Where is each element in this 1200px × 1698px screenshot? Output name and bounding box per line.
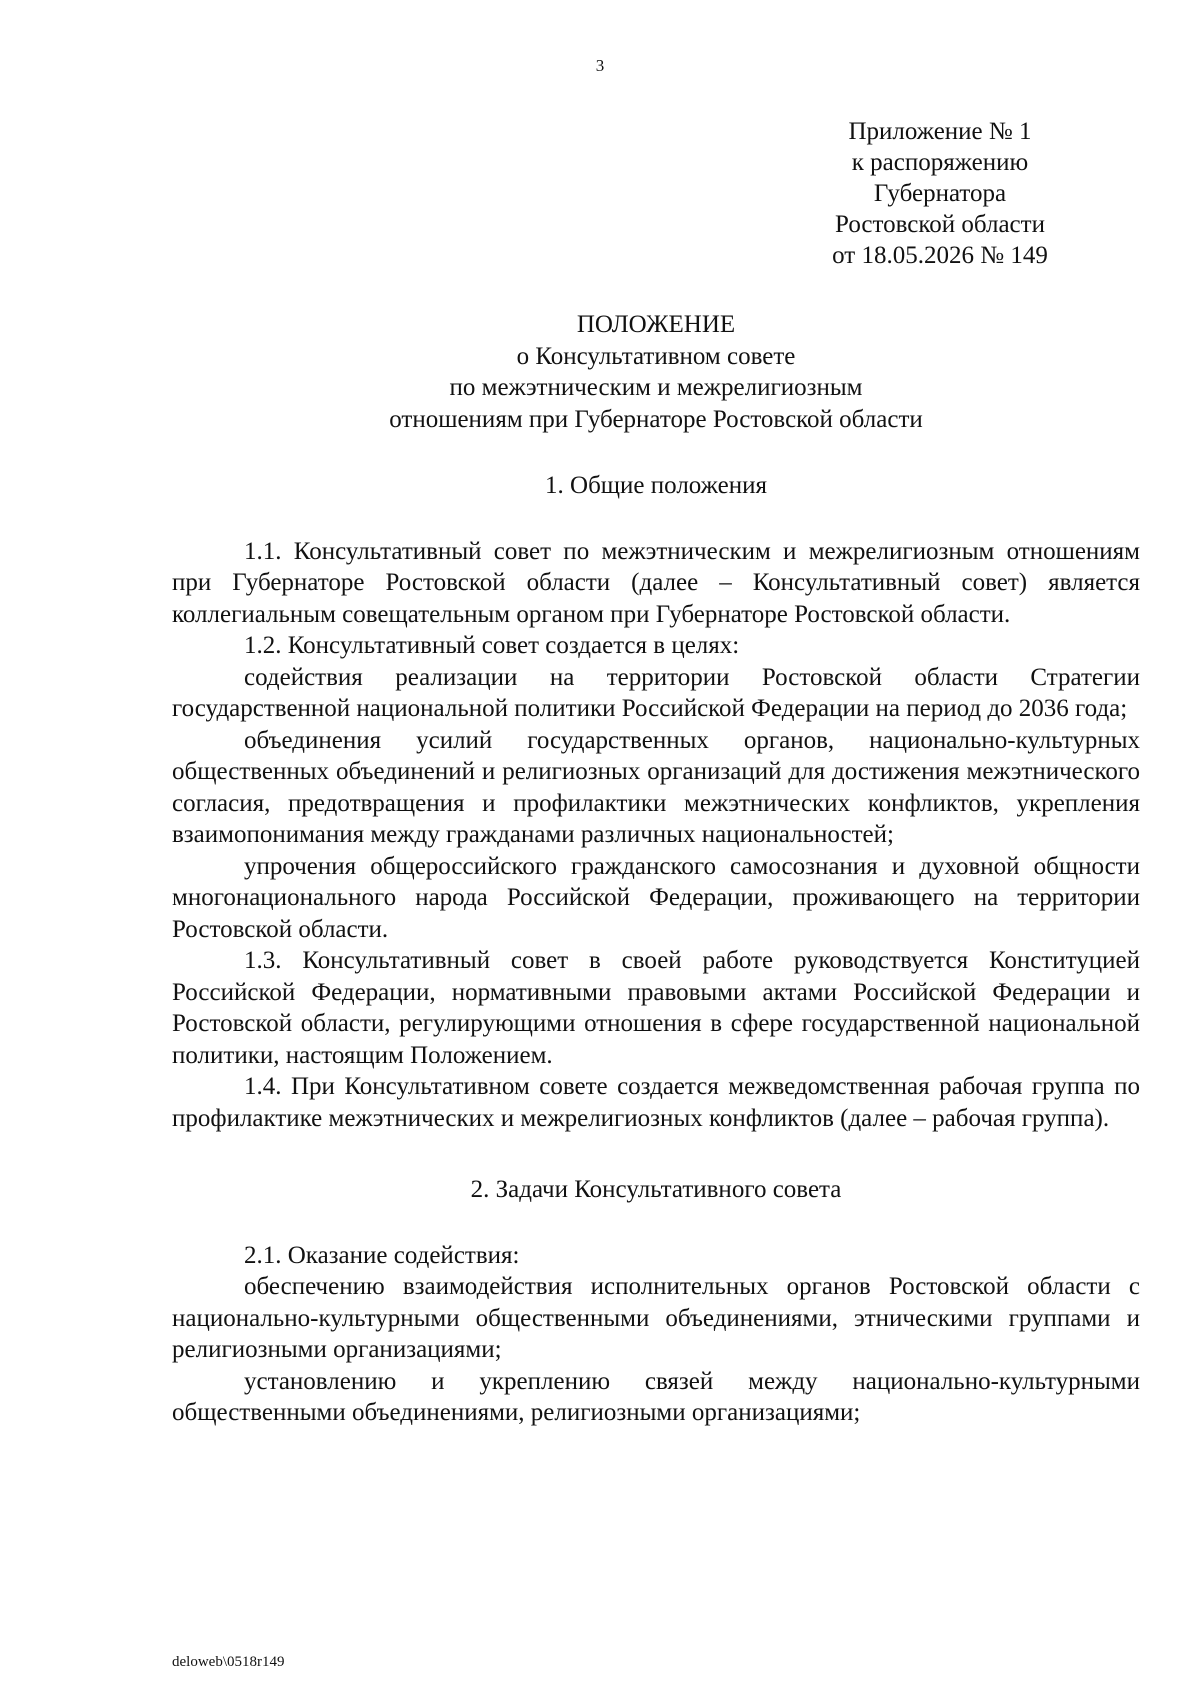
paragraph: установлению и укреплению связей между национально-культурными общественными объединениями, религиозными организациями;	[172, 1367, 1140, 1426]
section-heading: 2. Задачи Консультативного совета	[470, 1176, 842, 1203]
page-number: 3	[595, 56, 605, 75]
title-line: отношениям при Губернаторе Ростовской области	[389, 405, 923, 433]
paragraph: 1.2. Консультативный совет создается в целях:	[244, 632, 740, 659]
title-line: по межэтническим и межрелигиозным	[449, 374, 863, 401]
paragraph: упрочения общероссийского гражданского самосознания и духовной общности многонационального народа Российской Федерации, проживающего на территории Ростовской области.	[172, 852, 1140, 943]
paragraph: содействия реализации на территории Ростовской области Стратегии государственной национальной политики Российской Федерации на период до 2036 года;	[172, 663, 1140, 722]
document-title	[172, 309, 1140, 435]
footer-document-id: deloweb\0518r149	[172, 1654, 285, 1670]
document-body	[172, 470, 1140, 1429]
appendix-line: Губернатора	[873, 180, 1007, 207]
appendix-line: от 18.05.2026 № 149	[832, 242, 1048, 269]
title-line: ПОЛОЖЕНИЕ	[576, 311, 736, 338]
paragraph: 1.4. При Консультативном совете создается межведомственная рабочая группа по профилактике межэтнических и межрелигиозных конфликтов (далее – рабочая группа).	[172, 1073, 1140, 1132]
appendix-header	[760, 116, 1120, 271]
paragraph: обеспечению взаимодействия исполнительных органов Ростовской области с национально-культурными общественными объединениями, этническими группами и религиозными организациями;	[172, 1273, 1140, 1363]
paragraph: 1.1. Консультативный совет по межэтническим и межрелигиозным отношениям при Губернаторе Ростовской области (далее – Консультативный совет) является коллегиальным совещательным органом при Губернаторе Ростовской области.	[172, 537, 1140, 628]
appendix-line: к распоряжению	[851, 149, 1029, 176]
appendix-line: Ростовской области	[835, 211, 1045, 238]
title-line: о Консультативном совете	[516, 342, 796, 370]
paragraph: объединения усилий государственных органов, национально-культурных общественных объединений и религиозных организаций для достижения межэтнического согласия, предотвращения и профилактики межэтнических конфликтов, укрепления взаимопонимания между гражданами различных национальностей;	[172, 726, 1140, 848]
paragraph: 1.3. Консультативный совет в своей работе руководствуется Конституцией Российской Федерации, нормативными правовыми актами Российской Федерации и Ростовской области, регулирующими отношения в сфере государственной национальной политики, настоящим Положением.	[172, 947, 1140, 1069]
appendix-line: Приложение № 1	[848, 118, 1032, 145]
paragraph: 2.1. Оказание содействия:	[244, 1241, 520, 1269]
section-heading: 1. Общие положения	[545, 472, 767, 499]
